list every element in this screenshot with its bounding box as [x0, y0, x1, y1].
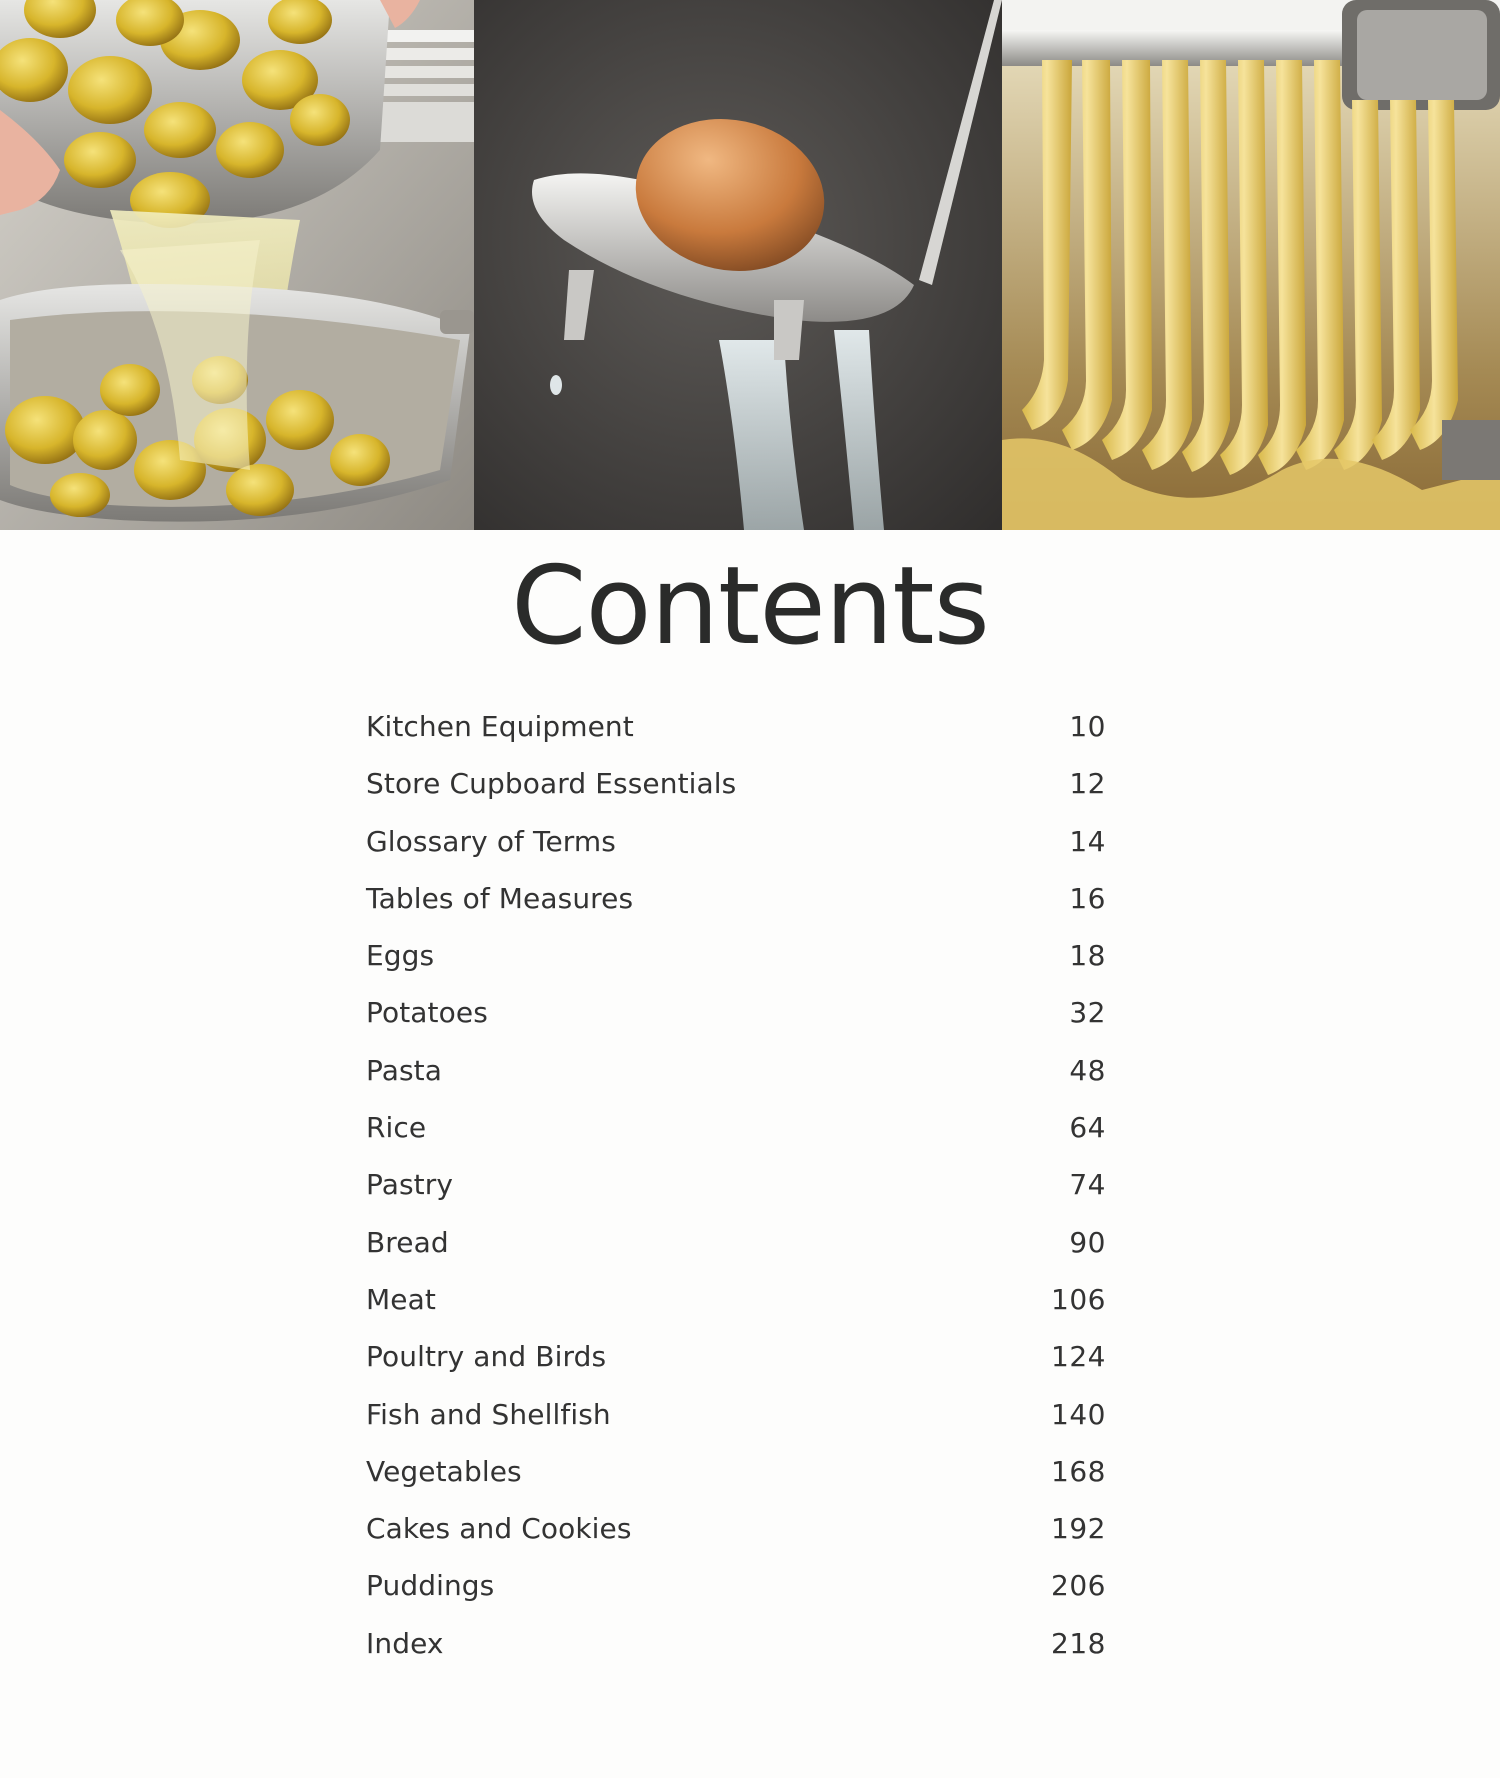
toc-entry-page: 90	[1069, 1225, 1106, 1259]
toc-entry	[366, 710, 1106, 767]
toc-entry-page: 32	[1069, 996, 1106, 1030]
toc-entry-page: 18	[1069, 939, 1106, 973]
toc-entry-page: 106	[1051, 1282, 1106, 1316]
toc-entry	[366, 1340, 1106, 1397]
toc-entry-page: 16	[1069, 881, 1106, 915]
toc-entry-title: Rice	[366, 1111, 427, 1145]
toc-entry	[366, 1111, 1106, 1168]
toc-entry-page: 192	[1051, 1512, 1106, 1546]
toc-entry-page: 64	[1069, 1111, 1106, 1145]
toc-entry-title: Meat	[366, 1282, 436, 1316]
toc-entry	[366, 1512, 1106, 1569]
toc-entry-title: Store Cupboard Essentials	[366, 767, 737, 801]
toc-entry-page: 124	[1051, 1340, 1106, 1374]
toc-entry-title: Index	[366, 1626, 444, 1660]
toc-entry	[366, 1569, 1106, 1626]
toc-entry	[366, 939, 1106, 996]
toc-entry-title: Kitchen Equipment	[366, 710, 634, 743]
toc-entry-page: 10	[1069, 710, 1106, 743]
table-of-contents	[366, 710, 1106, 1684]
toc-entry-title: Glossary of Terms	[366, 824, 616, 858]
toc-entry	[366, 1054, 1106, 1111]
toc-entry-page: 140	[1051, 1397, 1106, 1431]
toc-entry	[366, 1627, 1106, 1684]
toc-entry	[366, 1455, 1106, 1512]
photo-strip	[0, 0, 1500, 530]
toc-entry-page: 206	[1051, 1569, 1106, 1603]
toc-entry-title: Eggs	[366, 939, 435, 973]
potatoes-photo	[0, 0, 474, 530]
toc-entry-title: Puddings	[366, 1569, 495, 1603]
pasta-photo	[1002, 0, 1500, 530]
toc-entry-title: Poultry and Birds	[366, 1340, 607, 1374]
toc-entry-title: Cakes and Cookies	[366, 1512, 632, 1546]
toc-entry-page: 14	[1069, 824, 1106, 858]
toc-entry-title: Tables of Measures	[366, 881, 634, 915]
toc-entry-page: 168	[1051, 1454, 1106, 1488]
toc-entry-page: 48	[1069, 1053, 1106, 1087]
toc-entry	[366, 882, 1106, 939]
toc-entry	[366, 1283, 1106, 1340]
toc-entry	[366, 1168, 1106, 1225]
toc-entry-title: Potatoes	[366, 996, 488, 1030]
toc-entry-page: 12	[1069, 767, 1106, 801]
toc-entry-title: Pasta	[366, 1053, 443, 1087]
egg-photo	[474, 0, 1002, 530]
toc-entry	[366, 996, 1106, 1053]
toc-entry-title: Vegetables	[366, 1454, 522, 1488]
page-title: Contents	[511, 544, 989, 669]
toc-entry-title: Fish and Shellfish	[366, 1397, 611, 1431]
toc-entry	[366, 1226, 1106, 1283]
toc-entry-title: Pastry	[366, 1168, 454, 1202]
toc-entry	[366, 825, 1106, 882]
toc-entry-page: 218	[1051, 1626, 1106, 1660]
toc-entry	[366, 1398, 1106, 1455]
toc-entry-title: Bread	[366, 1225, 449, 1259]
toc-entry	[366, 767, 1106, 824]
toc-entry-page: 74	[1069, 1168, 1106, 1202]
